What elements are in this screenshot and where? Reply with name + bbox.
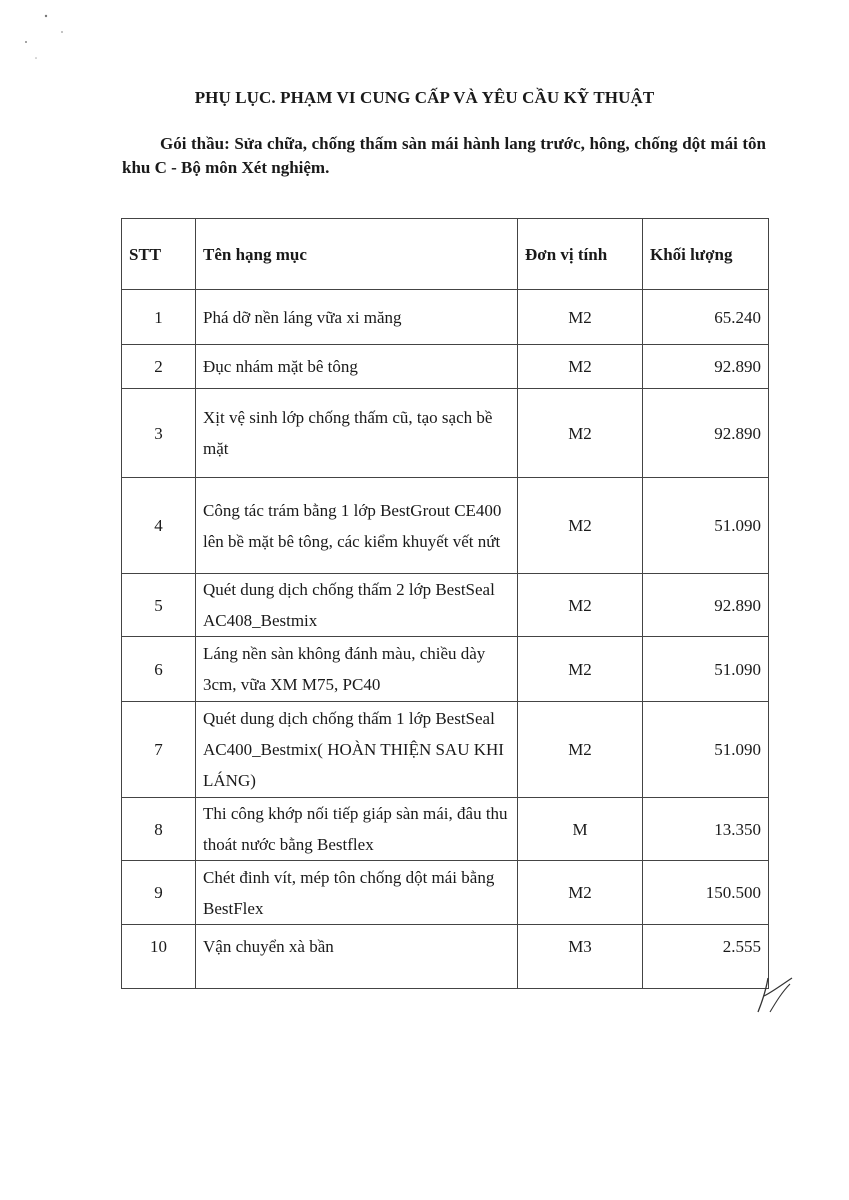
row-stt: 10 [122, 925, 196, 989]
row-item-name: Quét dung dịch chống thấm 1 lớp BestSeal AC400_Bestmix( HOÀN THIỆN SAU KHI LÁNG) [196, 702, 518, 798]
row-unit: M3 [518, 925, 643, 989]
row-unit: M [518, 798, 643, 861]
table-row [122, 925, 769, 989]
row-unit: M2 [518, 478, 643, 574]
row-stt: 3 [122, 389, 196, 478]
row-quantity: 65.240 [643, 290, 769, 345]
initials-signature [752, 972, 796, 1016]
row-quantity: 13.350 [643, 798, 769, 861]
table-header-row [122, 219, 769, 290]
row-unit: M2 [518, 861, 643, 925]
row-unit: M2 [518, 637, 643, 702]
row-quantity: 150.500 [643, 861, 769, 925]
scan-specks [18, 10, 78, 70]
row-stt: 8 [122, 798, 196, 861]
row-quantity: 92.890 [643, 574, 769, 637]
row-item-name: Công tác trám bằng 1 lớp BestGrout CE400 lên bề mặt bê tông, các kiểm khuyết vết nứt [196, 478, 518, 574]
document-title: PHỤ LỤC. PHẠM VI CUNG CẤP VÀ YÊU CẦU KỸ THUẬT [194, 88, 655, 107]
table-row [122, 290, 769, 345]
row-stt: 4 [122, 478, 196, 574]
row-unit: M2 [518, 702, 643, 798]
row-stt: 9 [122, 861, 196, 925]
row-unit: M2 [518, 290, 643, 345]
table-row [122, 861, 769, 925]
row-quantity: 51.090 [643, 637, 769, 702]
row-stt: 7 [122, 702, 196, 798]
table-row [122, 798, 769, 861]
row-item-name: Chét đinh vít, mép tôn chống dột mái bằng BestFlex [196, 861, 518, 925]
row-quantity: 51.090 [643, 478, 769, 574]
header-item-name: Tên hạng mục [196, 219, 518, 290]
row-stt: 1 [122, 290, 196, 345]
table-row [122, 345, 769, 389]
row-stt: 5 [122, 574, 196, 637]
table-row [122, 389, 769, 478]
row-quantity: 92.890 [643, 389, 769, 478]
row-quantity: 92.890 [643, 345, 769, 389]
table-row [122, 574, 769, 637]
header-stt: STT [122, 219, 196, 290]
row-item-name: Xịt vệ sinh lớp chống thấm cũ, tạo sạch bề mặt [196, 389, 518, 478]
row-stt: 2 [122, 345, 196, 389]
row-item-name: Quét dung dịch chống thấm 2 lớp BestSeal AC408_Bestmix [196, 574, 518, 637]
table-row [122, 702, 769, 798]
row-unit: M2 [518, 345, 643, 389]
header-unit: Đơn vị tính [518, 219, 643, 290]
row-unit: M2 [518, 389, 643, 478]
row-item-name: Thi công khớp nối tiếp giáp sàn mái, đâu thu thoát nước bằng Bestflex [196, 798, 518, 861]
row-item-name: Phá dỡ nền láng vữa xi măng [196, 290, 518, 345]
row-stt: 6 [122, 637, 196, 702]
row-unit: M2 [518, 574, 643, 637]
document-subtitle: Gói thầu: Sửa chữa, chống thấm sàn mái hành lang trước, hông, chống dột mái tôn khu C - Bộ môn Xét nghiệm. [122, 134, 766, 177]
row-quantity: 51.090 [643, 702, 769, 798]
table-row [122, 478, 769, 574]
scope-table [121, 218, 769, 989]
row-quantity: 2.555 [643, 925, 769, 989]
row-item-name: Vận chuyển xà bần [196, 925, 518, 989]
row-item-name: Láng nền sàn không đánh màu, chiều dày 3cm, vữa XM M75, PC40 [196, 637, 518, 702]
row-item-name: Đục nhám mặt bê tông [196, 345, 518, 389]
table-row [122, 637, 769, 702]
header-quantity: Khối lượng [643, 219, 769, 290]
